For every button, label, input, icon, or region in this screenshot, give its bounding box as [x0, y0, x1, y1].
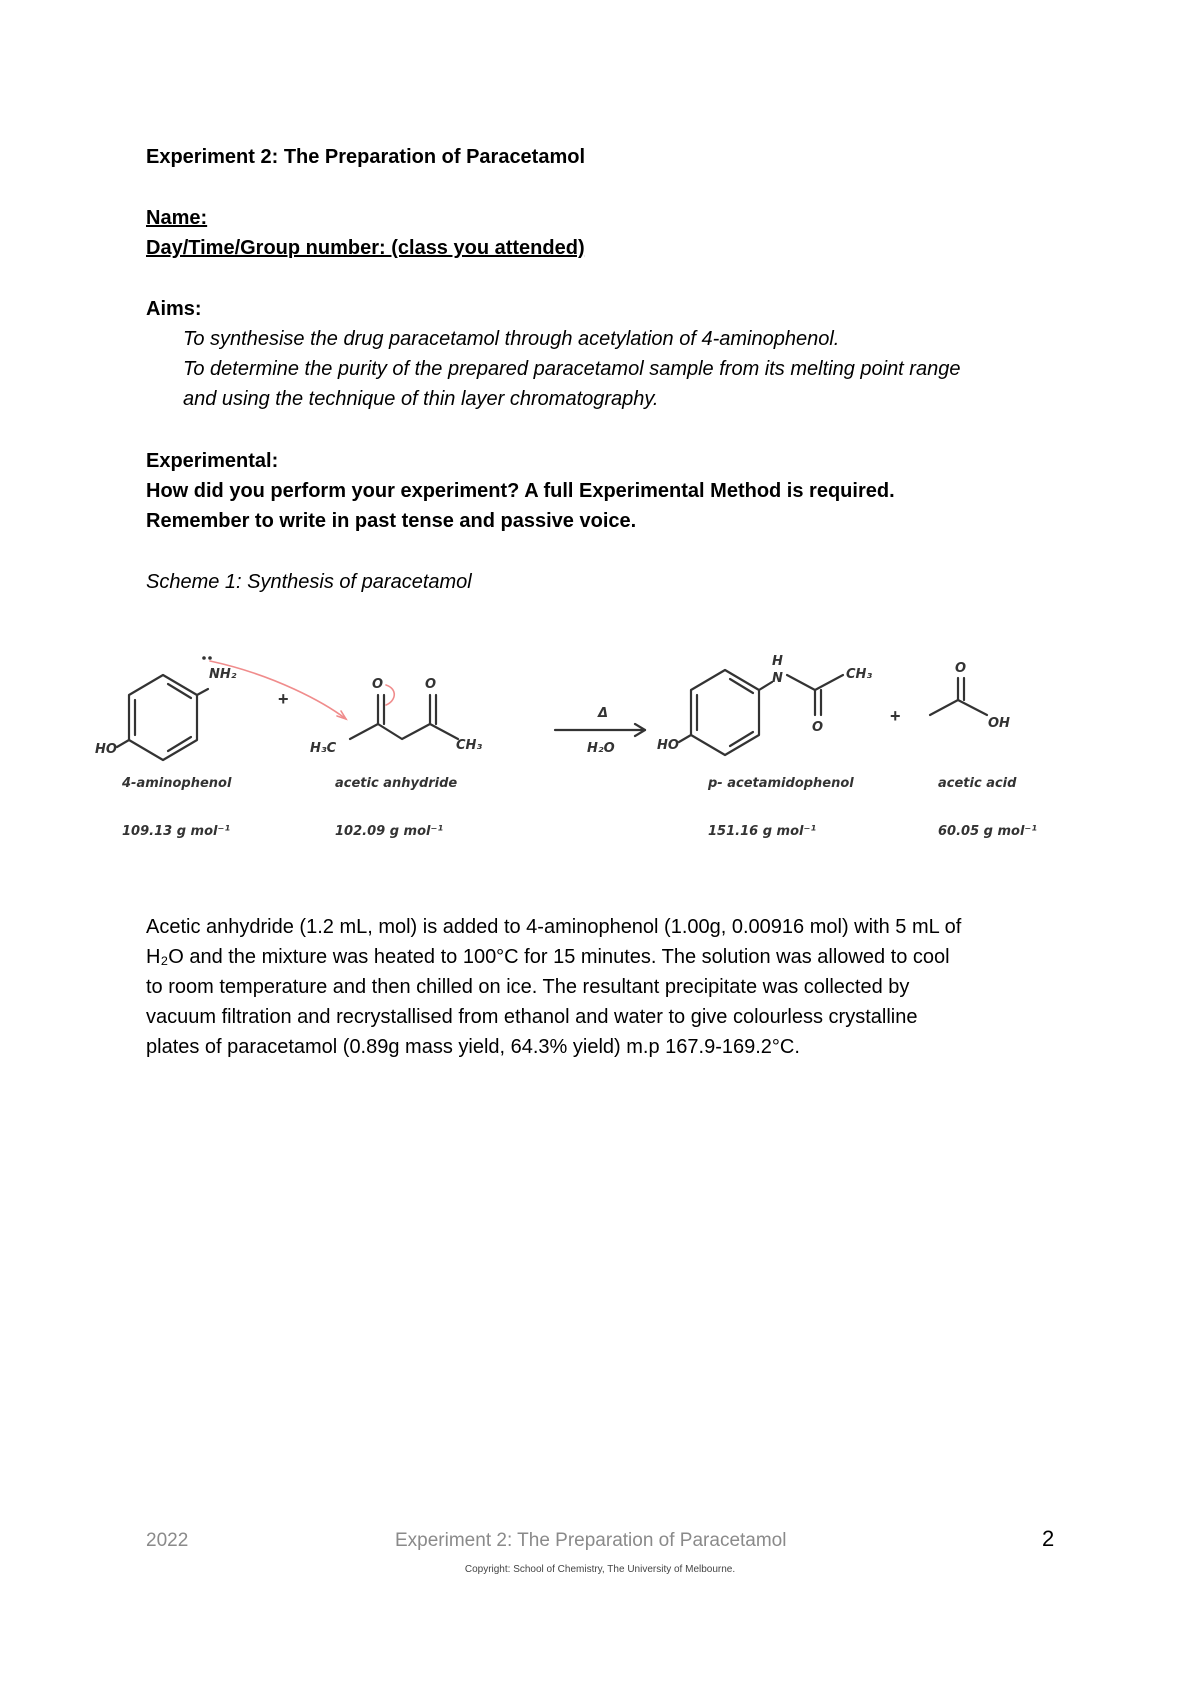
experimental-heading: Experimental:: [146, 450, 279, 472]
plus-sign-2: +: [890, 706, 901, 726]
acid-carbonyl-o-label: O: [955, 661, 967, 676]
acetic-acid-skeleton: [930, 700, 987, 715]
scheme-caption: Scheme 1: Synthesis of paracetamol: [146, 571, 472, 593]
aims-line-1: To synthesise the drug paracetamol through acetylation of 4-aminophenol.: [183, 328, 840, 350]
reaction-scheme: [90, 645, 1130, 860]
amine-group-label: NH₂: [209, 667, 237, 682]
experimental-instruction-1: How did you perform your experiment? A full Experimental Method is required.: [146, 480, 895, 502]
anhydride-right-methyl: CH₃: [456, 738, 483, 753]
footer-year: 2022: [146, 1530, 189, 1551]
anhydride-o1-label: O: [372, 677, 384, 692]
aims-line-2: To determine the purity of the prepared paracetamol sample from its melting point range: [183, 358, 961, 380]
anhydride-skeleton: [350, 724, 458, 739]
acid-oh-label: OH: [988, 716, 1010, 731]
aminophenol-ring: [129, 675, 197, 760]
condition-heat: Δ: [598, 706, 609, 721]
aims-line-3: and using the technique of thin layer chromatography.: [183, 388, 659, 410]
aims-heading: Aims:: [146, 298, 202, 320]
molar-mass-acetic-acid: 60.05 g mol⁻¹: [938, 824, 1037, 839]
molar-mass-anhydride: 102.09 g mol⁻¹: [335, 824, 444, 839]
compound-name-acetic-acid: acetic acid: [938, 776, 1017, 791]
footer-title: Experiment 2: The Preparation of Paracetamol: [395, 1530, 787, 1551]
procedure-line-5: plates of paracetamol (0.89g mass yield, 64.3% yield) m.p 167.9-169.2°C.: [146, 1036, 800, 1058]
page-title: Experiment 2: The Preparation of Paracetamol: [146, 146, 586, 168]
amide-n-label: N: [772, 671, 783, 686]
amide-carbonyl-o-label: O: [812, 720, 824, 735]
procedure-line-1: Acetic anhydride (1.2 mL, mol) is added to 4-aminophenol (1.00g, 0.00916 mol) with 5 mL of: [146, 916, 962, 938]
page-number: 2: [1042, 1526, 1055, 1551]
condition-water: H₂O: [587, 741, 615, 756]
molar-mass-aminophenol: 109.13 g mol⁻¹: [122, 824, 231, 839]
compound-name-anhydride: acetic anhydride: [335, 776, 458, 791]
compound-name-aminophenol: 4-aminophenol: [122, 776, 232, 791]
procedure-line-2: H₂O and the mixture was heated to 100°C for 15 minutes. The solution was allowed to cool: [146, 946, 950, 968]
amide-methyl-label: CH₃: [846, 667, 873, 682]
anhydride-o2-label: O: [425, 677, 437, 692]
experimental-instruction-2: Remember to write in past tense and passive voice.: [146, 510, 637, 532]
procedure-line-3: to room temperature and then chilled on ice. The resultant precipitate was collected by: [146, 976, 910, 998]
group-label: Day/Time/Group number: (class you attended): [146, 237, 585, 259]
name-label: Name:: [146, 207, 208, 229]
compound-name-acetamidophenol: p- acetamidophenol: [708, 776, 854, 791]
acetamidophenol-ring: [691, 670, 759, 755]
hydroxyl-group-label-2: HO: [657, 738, 679, 753]
procedure-line-4: vacuum filtration and recrystallised from ethanol and water to give colourless crystalline: [146, 1006, 918, 1028]
anhydride-left-methyl: H₃C: [310, 741, 337, 756]
amide-h-label: H: [772, 654, 783, 669]
molar-mass-acetamidophenol: 151.16 g mol⁻¹: [708, 824, 817, 839]
copyright-notice: Copyright: School of Chemistry, The University of Melbourne.: [464, 1564, 736, 1575]
hydroxyl-group-label-1: HO: [95, 742, 117, 757]
plus-sign-1: +: [278, 689, 289, 709]
